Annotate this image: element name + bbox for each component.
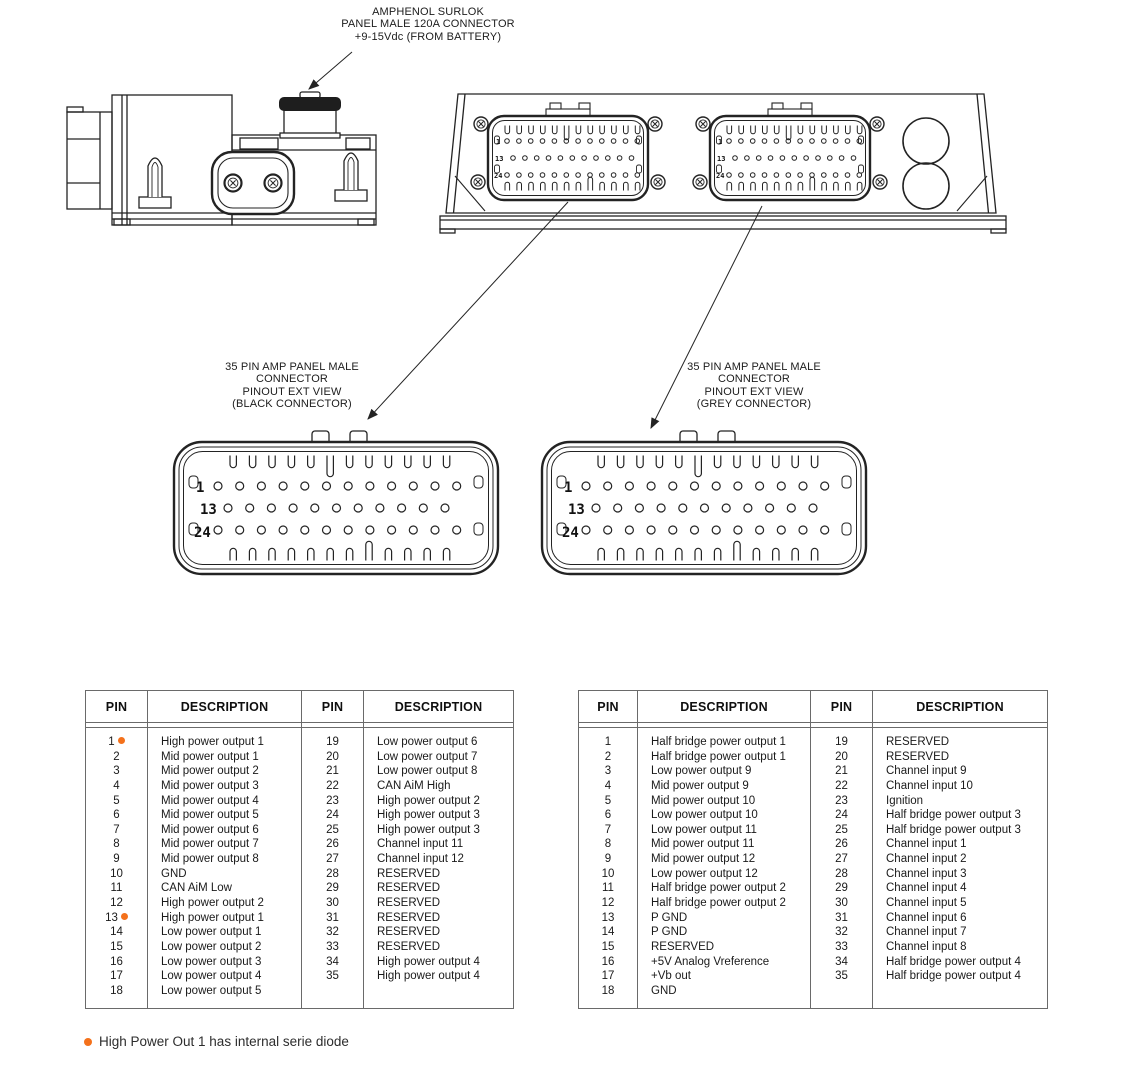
- description-cell: RESERVED: [377, 897, 441, 910]
- pin-number-cell: 7: [113, 823, 120, 836]
- screw-icon: [696, 117, 710, 131]
- description-cell: RESERVED: [886, 750, 950, 763]
- table-body: [638, 728, 810, 1008]
- table-body: [811, 728, 872, 1008]
- description-cell: Low power output 8: [377, 765, 478, 778]
- description-cell: High power output 2: [161, 897, 264, 910]
- description-cell: Half bridge power output 4: [886, 970, 1021, 983]
- description-cell: P GND: [651, 911, 688, 924]
- description-column: [364, 691, 513, 1008]
- description-cell: Low power output 4: [161, 970, 262, 983]
- pin-number-cell: 2: [113, 750, 120, 763]
- pin-number-cell: 4: [604, 779, 612, 792]
- svg-text:13: 13: [717, 155, 726, 163]
- svg-text:24: 24: [194, 525, 211, 541]
- pin-number-cell: 22: [835, 779, 848, 792]
- pin-number-cell: 13: [86, 911, 147, 926]
- pin-number-cell: 10: [110, 867, 123, 880]
- screw-icon: [265, 175, 282, 192]
- description-cell: CAN AiM Low: [161, 882, 232, 895]
- orange-dot-icon: [121, 913, 128, 920]
- label-line-4: (BLACK CONNECTOR): [232, 398, 352, 411]
- description-cell: Channel input 9: [886, 765, 967, 778]
- pin-number-cell: 2: [604, 750, 612, 763]
- annotation-line-3: +9-15Vdc (FROM BATTERY): [354, 30, 502, 43]
- pin-number-cell: 30: [835, 897, 848, 910]
- label-line-2: CONNECTOR: [717, 373, 791, 386]
- column-header: DESCRIPTION: [180, 699, 269, 714]
- description-column: [148, 691, 302, 1008]
- svg-text:1: 1: [564, 480, 573, 496]
- device-side-view: [67, 92, 376, 225]
- label-line-1: 35 PIN AMP PANEL MALE: [687, 361, 821, 373]
- column-header: DESCRIPTION: [680, 699, 768, 714]
- pin-number-cell: 12: [601, 897, 615, 910]
- description-cell: High power output 3: [377, 809, 480, 822]
- column-header: PIN: [321, 699, 344, 714]
- pin-number-cell: 27: [835, 853, 848, 866]
- svg-text:1: 1: [196, 480, 205, 496]
- pin-number-cell: 9: [604, 853, 612, 866]
- column-header: PIN: [830, 699, 853, 714]
- description-cell: Low power output 12: [651, 867, 758, 880]
- pin-number-cell: 13: [601, 911, 615, 924]
- pin-number-cell: 5: [113, 794, 120, 807]
- description-cell: RESERVED: [651, 940, 715, 953]
- description-cell: Half bridge power output 1: [651, 736, 786, 748]
- description-cell: Half bridge power output 4: [886, 955, 1021, 968]
- svg-text:1: 1: [718, 138, 723, 146]
- pin-number-cell: 18: [110, 984, 123, 997]
- description-cell: Mid power output 9: [651, 779, 749, 792]
- pin-number-cell: 12: [110, 897, 123, 910]
- description-cell: Ignition: [886, 794, 924, 807]
- description-cell: Channel input 7: [886, 926, 967, 939]
- description-cell: Channel input 4: [886, 882, 967, 895]
- screw-icon: [651, 175, 665, 189]
- pin-column: [302, 691, 364, 1008]
- screw-icon: [225, 175, 242, 192]
- pin-number-cell: 11: [110, 882, 123, 895]
- column-header: PIN: [105, 699, 128, 714]
- description-cell: Mid power output 1: [161, 750, 259, 763]
- label-line-2: CONNECTOR: [255, 373, 329, 386]
- description-cell: Channel input 3: [886, 867, 967, 880]
- pin-number-cell: 6: [113, 809, 120, 822]
- pin-number-cell: 3: [113, 765, 120, 778]
- description-cell: RESERVED: [377, 911, 441, 924]
- pin-number-cell: 23: [835, 794, 848, 807]
- description-cell: P GND: [651, 926, 688, 939]
- description-cell: Low power output 6: [377, 736, 478, 748]
- table-body: [579, 728, 637, 1008]
- leader-arrow-battery-connector: [309, 52, 352, 89]
- pin-number-cell: 30: [326, 897, 339, 910]
- pin-number-cell: 3: [604, 765, 612, 778]
- description-cell: Half bridge power output 3: [886, 823, 1021, 836]
- description-cell: Low power output 10: [651, 809, 758, 822]
- screw-icon: [693, 175, 707, 189]
- pin-number-cell: 7: [604, 823, 612, 836]
- description-cell: RESERVED: [377, 867, 441, 880]
- pin-number-cell: 4: [113, 779, 120, 792]
- label-line-3: PINOUT EXT VIEW: [704, 385, 804, 398]
- pin-number-cell: 11: [602, 882, 614, 895]
- table-body: [364, 728, 513, 1008]
- pin-number-cell: 26: [835, 838, 848, 851]
- description-cell: Low power output 2: [161, 940, 262, 953]
- svg-text:24: 24: [494, 172, 503, 180]
- pin-number-cell: 34: [326, 955, 339, 968]
- pin-number-cell: 25: [835, 823, 848, 836]
- column-header: PIN: [597, 699, 619, 714]
- pin-column: [811, 691, 873, 1008]
- description-cell: CAN AiM High: [377, 779, 451, 792]
- description-column: [638, 691, 811, 1008]
- description-cell: Low power output 9: [651, 765, 752, 778]
- svg-text:24: 24: [716, 172, 725, 180]
- screw-icon: [870, 117, 884, 131]
- pin-number-cell: 1: [86, 735, 147, 750]
- description-cell: Low power output 1: [161, 926, 262, 939]
- pin-number-cell: 21: [835, 765, 848, 778]
- svg-text:1: 1: [496, 138, 501, 146]
- pin-number-cell: 15: [110, 940, 123, 953]
- description-column: [873, 691, 1047, 1008]
- description-cell: Mid power output 7: [161, 838, 259, 851]
- pin-column: [579, 691, 638, 1008]
- description-cell: High power output 4: [377, 970, 480, 983]
- pin-number-cell: 19: [326, 736, 339, 748]
- svg-text:13: 13: [495, 155, 504, 163]
- description-cell: High power output 4: [377, 955, 480, 968]
- pin-number-cell: 5: [604, 794, 612, 807]
- label-line-1: 35 PIN AMP PANEL MALE: [225, 361, 359, 373]
- description-cell: Mid power output 10: [651, 794, 756, 807]
- pin-number-cell: [302, 984, 363, 999]
- pin-number-cell: 14: [110, 926, 123, 939]
- description-cell: RESERVED: [377, 882, 441, 895]
- svg-text:24: 24: [562, 525, 579, 541]
- pin-number-cell: 24: [326, 809, 339, 822]
- description-cell: Mid power output 11: [651, 838, 755, 851]
- description-cell: Half bridge power output 3: [886, 809, 1021, 822]
- description-cell: High power output 2: [377, 794, 480, 807]
- pin-number-cell: 28: [326, 867, 339, 880]
- device-connector-grey: [710, 103, 870, 200]
- description-cell: Half bridge power output 2: [651, 882, 786, 895]
- pin-number-cell: 21: [326, 765, 339, 778]
- pin-number-cell: 33: [326, 940, 339, 953]
- description-cell: RESERVED: [377, 940, 441, 953]
- pin-number-cell: 16: [110, 955, 123, 968]
- pin-number-cell: 20: [326, 750, 339, 763]
- description-cell: +5V Analog Vreference: [651, 955, 770, 968]
- description-cell: Half bridge power output 2: [651, 897, 786, 910]
- device-connector-black: [488, 103, 648, 200]
- description-cell: Channel input 8: [886, 940, 967, 953]
- pin-number-cell: 31: [835, 911, 848, 924]
- pin-number-cell: 23: [326, 794, 339, 807]
- leader-arrow-black-connector: [368, 202, 568, 419]
- table-body: [86, 728, 147, 1008]
- pin-number-cell: 9: [113, 853, 120, 866]
- pin-number-cell: 32: [326, 926, 339, 939]
- svg-text:13: 13: [200, 502, 217, 518]
- description-cell: Channel input 12: [377, 853, 464, 866]
- pin-number-cell: 32: [835, 926, 848, 939]
- table-body: [302, 728, 363, 1008]
- description-cell: Channel input 11: [377, 838, 464, 851]
- pin-number-cell: 16: [601, 955, 615, 968]
- screw-icon: [873, 175, 887, 189]
- pin-number-cell: 22: [326, 779, 339, 792]
- pin-number-cell: 31: [326, 911, 339, 924]
- description-cell: High power output 1: [161, 736, 264, 748]
- svg-text:13: 13: [568, 502, 585, 518]
- table-body: [873, 728, 1047, 1008]
- label-line-3: PINOUT EXT VIEW: [242, 385, 342, 398]
- screw-icon: [471, 175, 485, 189]
- pin-number-cell: 14: [601, 926, 615, 939]
- pin-column: [86, 691, 148, 1008]
- description-cell: +Vb out: [651, 970, 691, 983]
- connector-pinout-grey: [542, 431, 866, 574]
- description-cell: Mid power output 4: [161, 794, 259, 807]
- leader-arrow-grey-connector: [651, 206, 762, 428]
- pin-number-cell: 27: [326, 853, 339, 866]
- description-cell: Low power output 5: [161, 984, 262, 997]
- pin-number-cell: 8: [113, 838, 120, 851]
- pin-number-cell: 8: [604, 838, 612, 851]
- pin-number-cell: 35: [326, 970, 339, 983]
- pin-number-cell: 17: [601, 970, 615, 983]
- pin-number-cell: 26: [326, 838, 339, 851]
- description-cell: Channel input 5: [886, 897, 967, 910]
- description-cell: Mid power output 6: [161, 823, 259, 836]
- connector-pinout-black: [174, 431, 498, 574]
- pin-number-cell: 28: [835, 867, 848, 880]
- description-cell: Channel input 1: [886, 838, 967, 851]
- annotation-line-2: PANEL MALE 120A CONNECTOR: [341, 18, 515, 31]
- description-cell: RESERVED: [377, 926, 441, 939]
- description-cell: Channel input 6: [886, 911, 967, 924]
- screw-icon: [648, 117, 662, 131]
- pin-number-cell: 10: [601, 867, 615, 880]
- description-cell: Low power output 11: [651, 823, 757, 836]
- description-cell: Mid power output 12: [651, 853, 756, 866]
- pin-number-cell: 34: [835, 955, 848, 968]
- pin-number-cell: 20: [835, 750, 848, 763]
- description-cell: Mid power output 8: [161, 853, 259, 866]
- annotation-line-1: AMPHENOL SURLOK: [372, 6, 484, 18]
- pin-number-cell: [811, 984, 872, 999]
- column-header: DESCRIPTION: [916, 699, 1004, 714]
- pin-number-cell: 15: [601, 940, 615, 953]
- table-body: [148, 728, 301, 1008]
- description-cell: Mid power output 2: [161, 765, 259, 778]
- orange-dot-icon: [118, 737, 125, 744]
- description-cell: High power output 3: [377, 823, 480, 836]
- pin-number-cell: 29: [326, 882, 339, 895]
- label-line-4: (GREY CONNECTOR): [696, 398, 812, 411]
- description-cell: Mid power output 3: [161, 779, 259, 792]
- pin-table-grey-connector: [578, 690, 1048, 1009]
- pin-number-cell: 24: [835, 809, 848, 822]
- footnote: [84, 1034, 349, 1049]
- column-header: DESCRIPTION: [394, 699, 483, 714]
- description-cell: Low power output 3: [161, 955, 262, 968]
- pin-number-cell: 25: [326, 823, 339, 836]
- pin-number-cell: 35: [835, 970, 848, 983]
- pin-table-black-connector: [85, 690, 514, 1009]
- description-cell: Mid power output 5: [161, 809, 259, 822]
- orange-dot-icon: [84, 1038, 92, 1046]
- pin-number-cell: 29: [835, 882, 848, 895]
- description-cell: RESERVED: [886, 736, 950, 748]
- pin-number-cell: 33: [835, 940, 848, 953]
- description-cell: Half bridge power output 1: [651, 750, 786, 763]
- description-cell: GND: [161, 867, 187, 880]
- pin-number-cell: 19: [835, 736, 848, 748]
- description-cell: Channel input 10: [886, 779, 973, 792]
- description-cell: [873, 984, 1047, 999]
- description-cell: Channel input 2: [886, 853, 967, 866]
- screw-icon: [474, 117, 488, 131]
- pin-number-cell: 18: [601, 984, 615, 997]
- description-cell: High power output 1: [161, 911, 264, 924]
- footnote-text: High Power Out 1 has internal serie diode: [99, 1034, 349, 1049]
- pin-number-cell: 6: [604, 809, 612, 822]
- description-cell: [364, 984, 513, 999]
- pin-number-cell: 1: [604, 736, 612, 748]
- description-cell: GND: [651, 984, 677, 997]
- pin-number-cell: 17: [110, 970, 123, 983]
- description-cell: Low power output 7: [377, 750, 478, 763]
